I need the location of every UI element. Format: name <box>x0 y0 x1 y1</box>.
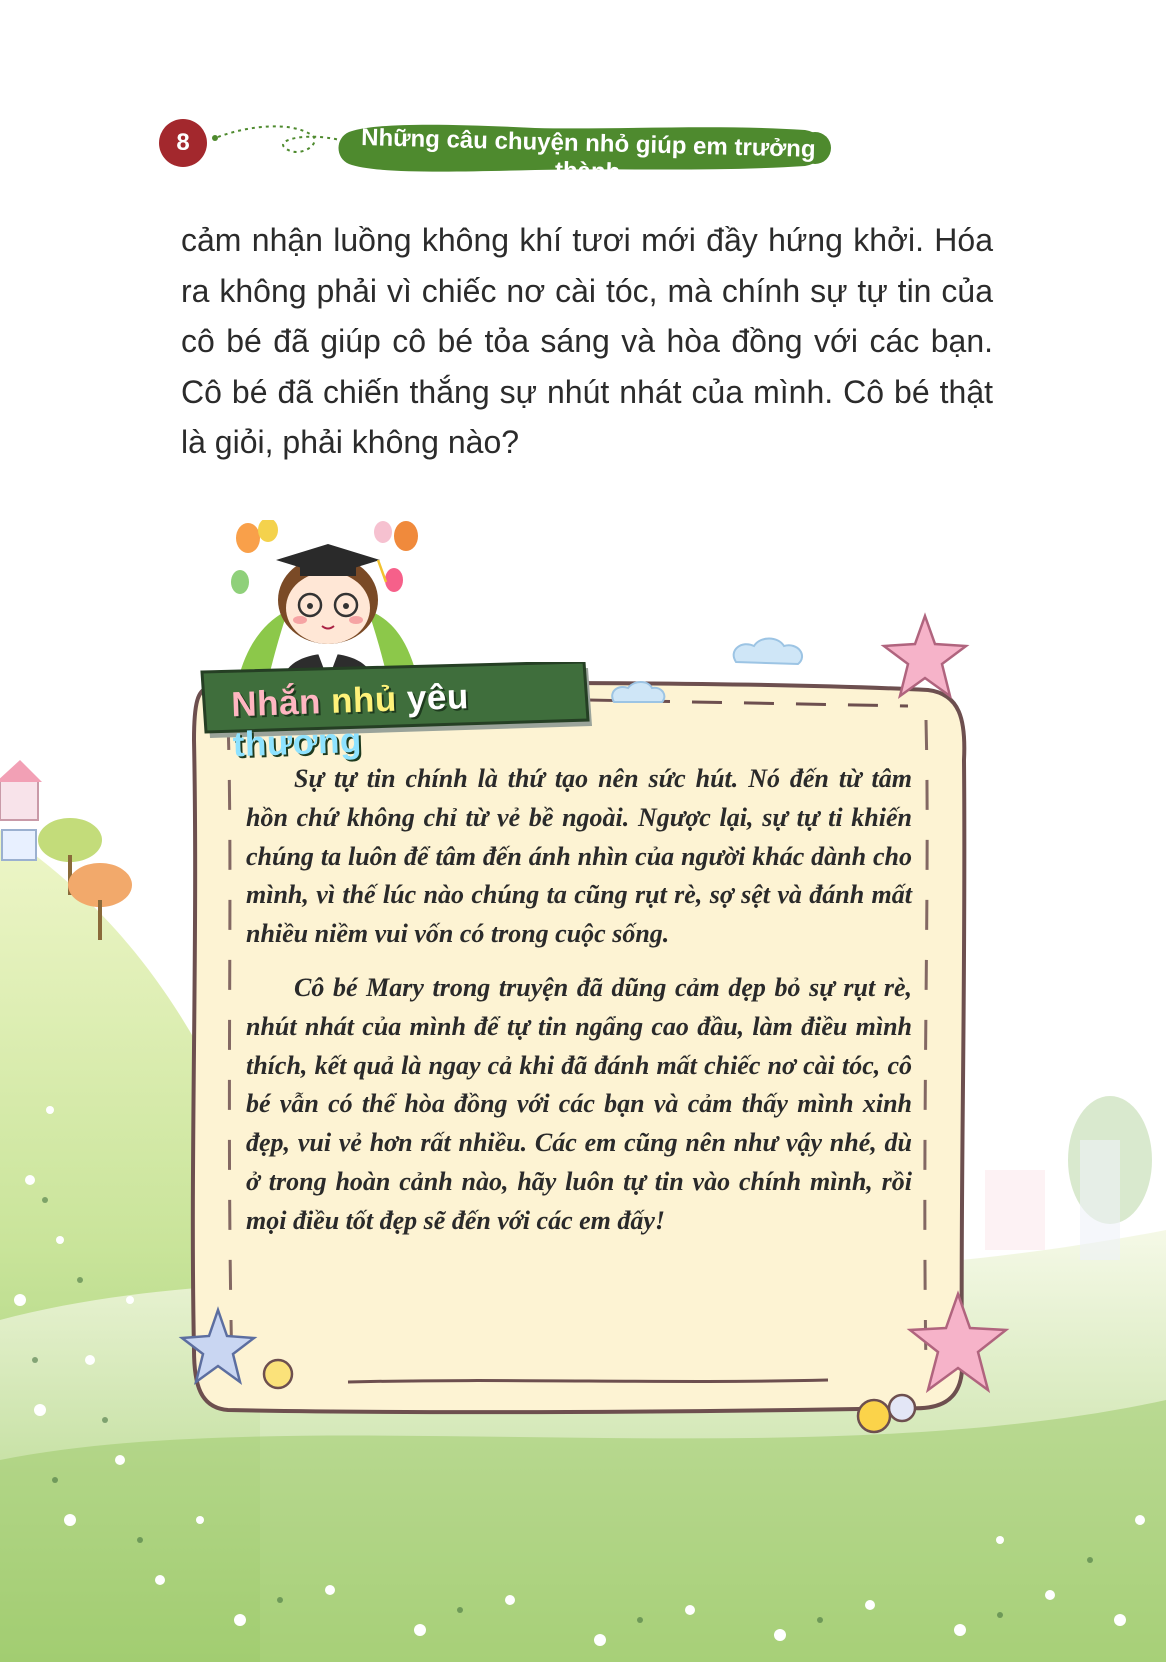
advice-paragraph: Sự tự tin chính là thứ tạo nên sức hút. Nó đến từ tâm hồn chứ không chỉ từ vẻ bề ngoài. Ngược lại, sự tự ti khiến chúng ta luôn để tâm đến ánh nhìn của người khác dành cho mình, vì thế lúc nào chúng ta cũng rụt rè, sợ sệt và đánh mất nhiều niềm vui vốn có trong cuộc sống. <box>246 764 912 949</box>
advice-title-word: Nhắn <box>230 682 322 725</box>
house-icon <box>0 760 42 860</box>
advice-title-word: nhủ <box>330 679 398 721</box>
yellow-circle-icon <box>856 1390 926 1436</box>
advice-text <box>246 760 912 1241</box>
book-title-banner <box>335 118 835 186</box>
dotted-swirl-decoration <box>210 120 350 170</box>
cloud-icon <box>608 680 668 708</box>
pink-star-icon <box>880 612 970 702</box>
advice-paragraph: Cô bé Mary trong truyện đã dũng cảm dẹp bỏ sự rụt rè, nhút nhát của mình để tự tin ngẩng cao đầu, làm điều mình thích, kết quả là ngay cả khi đã đánh mất chiếc nơ cài tóc, cô bé vẫn có thể hòa đồng với các bạn và cảm thấy mình xinh đẹp, vui vẻ hơn rất nhiều. Các em cũng nên như vậy nhé, dù ở trong hoàn cảnh nào, hãy luôn tự tin vào chính mình, rồi mọi điều tốt đẹp sẽ đến với các em đấy! <box>246 972 912 1235</box>
graduate-child-illustration <box>228 520 428 680</box>
book-title: Những câu chuyện nhỏ giúp em trưởng thành <box>360 124 816 186</box>
advice-title-badge <box>200 662 595 765</box>
page-number: 8 <box>159 119 207 167</box>
story-text: cảm nhận luồng không khí tươi mới đầy hứng khởi. Hóa ra không phải vì chiếc nơ cài tóc, mà chính sự tự tin của cô bé đã giúp cô bé tỏa sáng và hòa đồng với các bạn. Cô bé đã chiến thắng sự nhút nhát của mình. Cô bé thật là giỏi, phải không nào? <box>181 222 993 460</box>
pink-star-icon <box>906 1290 1010 1394</box>
yellow-circle-icon <box>260 1356 296 1392</box>
advice-title-word: yêu <box>406 677 470 719</box>
advice-title-word: thương <box>232 720 363 765</box>
blue-star-icon <box>178 1306 258 1386</box>
cloud-icon <box>728 636 808 670</box>
advice-title <box>231 673 597 766</box>
